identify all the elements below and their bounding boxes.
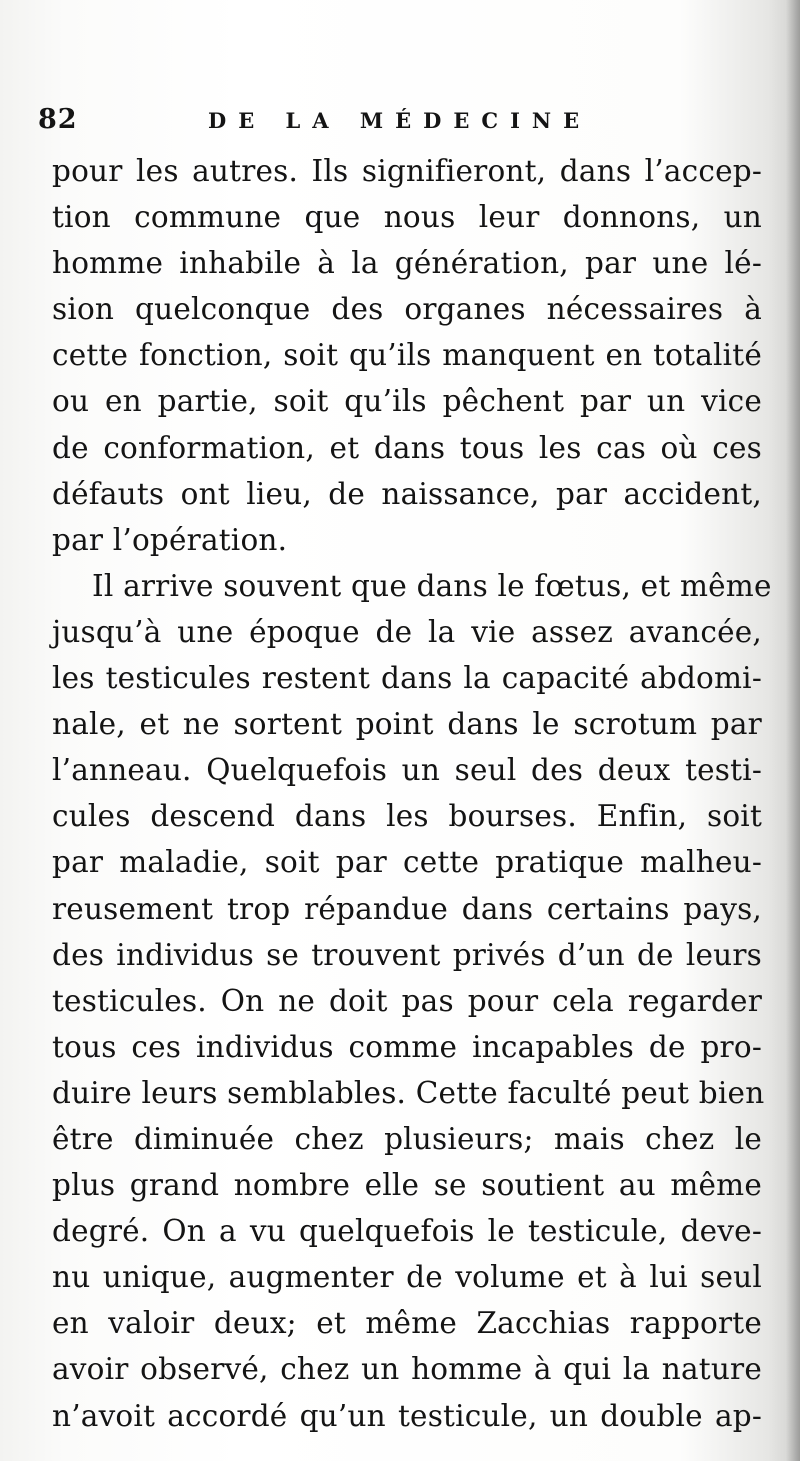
text-line: être diminuée chez plusieurs; mais chez le (52, 1121, 762, 1156)
text-line: sion quelconque des organes nécessaires à (52, 292, 762, 327)
text-line: par l’opération. (52, 522, 288, 557)
page-edge-shadow (786, 0, 800, 1461)
text-line: nu unique, augmenter de volume et à lui seul (52, 1260, 762, 1295)
page-number: 82 (38, 104, 78, 135)
body-text (52, 148, 772, 1439)
text-line: de conformation, et dans tous les cas où ces (52, 430, 762, 465)
text-line: testicules. On ne doit pas pour cela regarder (52, 983, 762, 1018)
text-line: reusement trop répandue dans certains pays, (52, 891, 762, 926)
paragraph-start-line: Il arrive souvent que dans le fœtus, et même (92, 568, 772, 603)
text-line: en valoir deux; et même Zacchias rapporte (52, 1306, 762, 1341)
page-header (38, 104, 758, 144)
text-line: ou en partie, soit qu’ils pêchent par un vice (52, 384, 762, 419)
text-line: par maladie, soit par cette pratique malheu- (52, 845, 762, 880)
running-head: DE LA MÉDECINE (208, 108, 592, 133)
text-line: nale, et ne sortent point dans le scrotum par (52, 707, 762, 742)
text-line: pour les autres. Ils signifieront, dans l’accep- (52, 154, 762, 188)
text-line: plus grand nombre elle se soutient au même (52, 1168, 762, 1203)
text-line: les testicules restent dans la capacité abdomi- (52, 661, 762, 696)
text-line: des individus se trouvent privés d’un de leurs (52, 937, 762, 972)
text-line: défauts ont lieu, de naissance, par accident, (52, 476, 762, 511)
text-line: homme inhabile à la génération, par une lé- (52, 246, 762, 281)
text-line: jusqu’à une époque de la vie assez avancée, (52, 614, 762, 649)
text-line: n’avoit accordé qu’un testicule, un double ap- (52, 1398, 762, 1433)
text-line: cette fonction, soit qu’ils manquent en totalité (52, 338, 762, 373)
text-line: duire leurs semblables. Cette faculté peut bien (52, 1075, 765, 1110)
text-line: l’anneau. Quelquefois un seul des deux testi- (52, 753, 762, 788)
text-line: tion commune que nous leur donnons, un (52, 200, 762, 235)
text-line: degré. On a vu quelquefois le testicule, deve- (52, 1214, 762, 1249)
text-line: cules descend dans les bourses. Enfin, soit (52, 799, 762, 834)
text-line: tous ces individus comme incapables de pro- (52, 1029, 762, 1064)
text-line: avoir observé, chez un homme à qui la nature (52, 1352, 762, 1387)
